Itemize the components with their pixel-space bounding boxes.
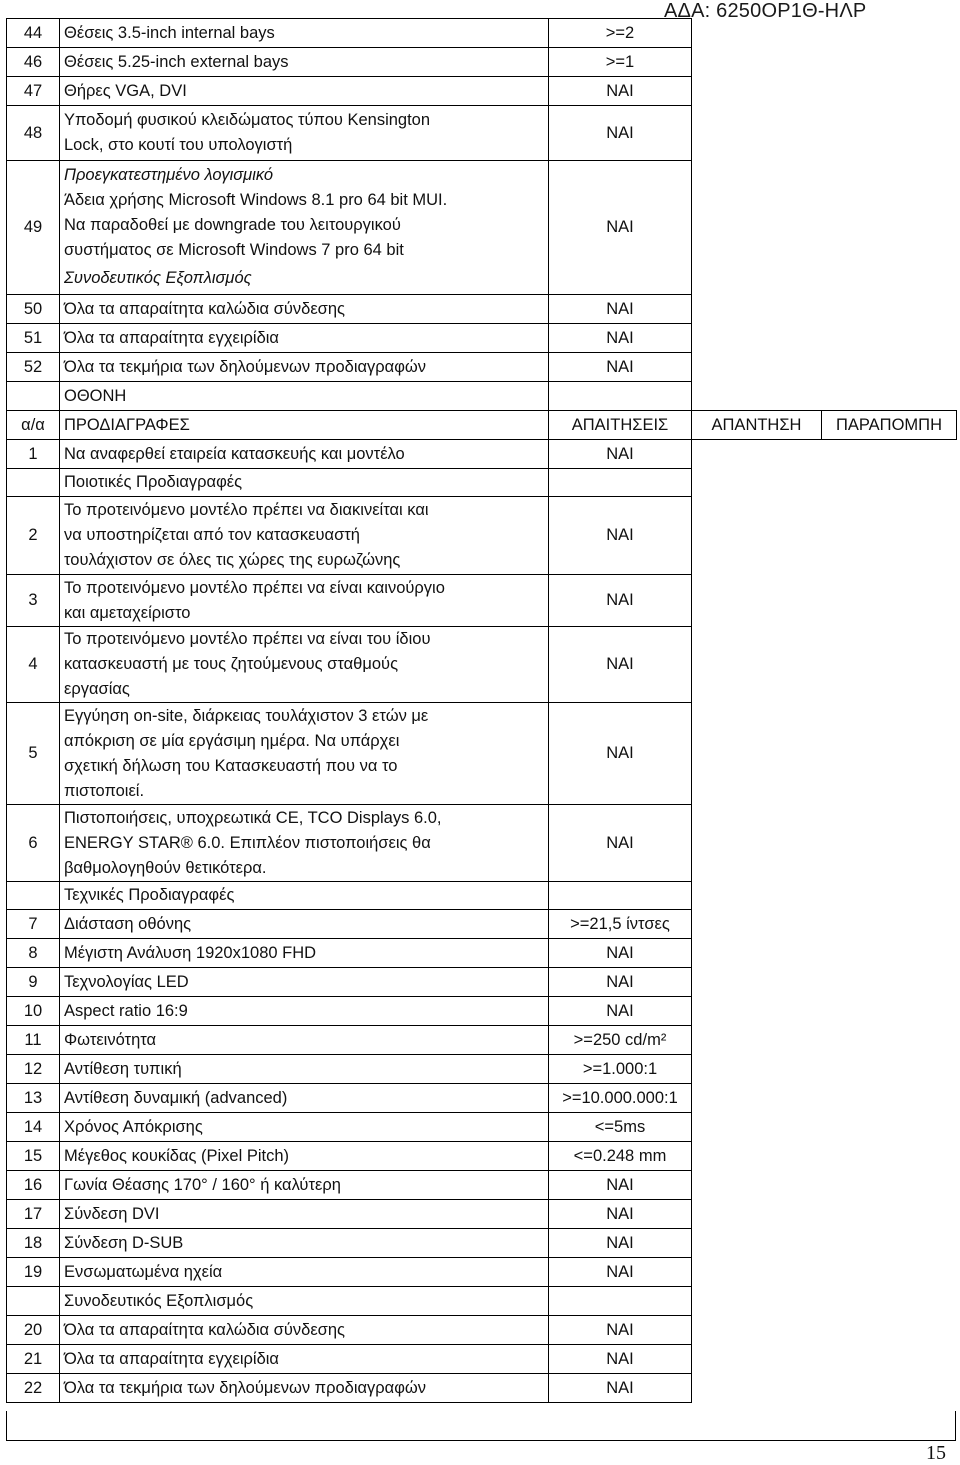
table-row: 46 Θέσεις 5.25-inch external bays >=1 bbox=[7, 48, 957, 77]
table-row bbox=[7, 1287, 957, 1316]
monitor-title: ΟΘΟΝΗ bbox=[60, 382, 549, 411]
table-row: 2 Το προτεινόμενο μοντέλο πρέπει να διακινείται και να υποστηρίζεται από τον κατασκευαστή τουλάχιστον σε όλες τις χώρες της ευρωζώνης ΝΑΙ bbox=[7, 497, 957, 575]
table-row bbox=[7, 882, 957, 910]
table-row bbox=[7, 469, 957, 497]
table-row: 50 Όλα τα απαραίτητα καλώδια σύνδεσης ΝΑΙ bbox=[7, 295, 957, 324]
table-row: 49 Προεγκατεστημένο λογισμικό Άδεια χρήσης Microsoft Windows 8.1 pro 64 bit MUI. Να παραδοθεί με downgrade του λειτουργικού συστήματος σε Microsoft Windows 7 pro 64 bit Συνοδευτικός Εξοπλισμός ΝΑΙ bbox=[7, 161, 957, 295]
table-row: 1 Να αναφερθεί εταιρεία κατασκευής και μοντέλο ΝΑΙ bbox=[7, 440, 957, 469]
table-row: 44 Θέσεις 3.5-inch internal bays >=2 bbox=[7, 19, 957, 48]
table-row: 7 Διάσταση οθόνης >=21,5 ίντσες bbox=[7, 910, 957, 939]
table-row: 16 Γωνία Θέασης 170° / 160° ή καλύτερη ΝΑΙ bbox=[7, 1171, 957, 1200]
table-row: 8 Μέγιστη Ανάλυση 1920x1080 FHD ΝΑΙ bbox=[7, 939, 957, 968]
section-heading: Προεγκατεστημένο λογισμικό bbox=[64, 165, 274, 184]
table-row: 48 Υποδομή φυσικού κλειδώματος τύπου Kensington Lock, στο κουτί του υπολογιστή ΝΑΙ bbox=[7, 106, 957, 161]
table-row: 14 Χρόνος Απόκρισης <=5ms bbox=[7, 1113, 957, 1142]
table-row: 4 Το προτεινόμενο μοντέλο πρέπει να είναι του ίδιου κατασκευαστή με τους ζητούμενους σταθμούς εργασίας ΝΑΙ bbox=[7, 627, 957, 703]
table-row: 47 Θήρες VGA, DVI ΝΑΙ bbox=[7, 77, 957, 106]
accessory-rows bbox=[7, 1316, 957, 1403]
spec-table bbox=[6, 18, 957, 1403]
table-row: 11 Φωτεινότητα >=250 cd/m² bbox=[7, 1026, 957, 1055]
table-row: 20 Όλα τα απαραίτητα καλώδια σύνδεσης ΝΑΙ bbox=[7, 1316, 957, 1345]
page-number: 15 bbox=[926, 1442, 946, 1464]
table-row: 5 Εγγύηση on-site, διάρκειας τουλάχιστον 3 ετών με απόκριση σε μία εργάσιμη ημέρα. Να υπάρχει σχετική δήλωση του Κατασκευαστή που να το πιστοποιεί. ΝΑΙ bbox=[7, 703, 957, 805]
section-heading: Τεχνικές Προδιαγραφές bbox=[60, 882, 549, 910]
section-heading: Συνοδευτικός Εξοπλισμός bbox=[60, 1287, 549, 1316]
table-row bbox=[7, 382, 957, 411]
section-heading: Συνοδευτικός Εξοπλισμός bbox=[64, 268, 252, 287]
bottom-frame bbox=[6, 1411, 956, 1441]
table-row: 13 Αντίθεση δυναμική (advanced) >=10.000.000:1 bbox=[7, 1084, 957, 1113]
table-row: 19 Ενσωματωμένα ηχεία ΝΑΙ bbox=[7, 1258, 957, 1287]
table-row: 12 Αντίθεση τυπική >=1.000:1 bbox=[7, 1055, 957, 1084]
ada-header: ΑΔΑ: 6250ΟΡ1Θ-ΗΛΡ bbox=[664, 0, 867, 22]
table-row: 15 Μέγεθος κουκίδας (Pixel Pitch) <=0.248 mm bbox=[7, 1142, 957, 1171]
section-heading: Ποιοτικές Προδιαγραφές bbox=[60, 469, 549, 497]
table-row: 18 Σύνδεση D-SUB ΝΑΙ bbox=[7, 1229, 957, 1258]
table-row: 3 Το προτεινόμενο μοντέλο πρέπει να είναι καινούργιο και αμεταχείριστο ΝΑΙ bbox=[7, 575, 957, 627]
table-header: α/α ΠΡΟΔΙΑΓΡΑΦΕΣ ΑΠΑΙΤΗΣΕΙΣ ΑΠΑΝΤΗΣΗ ΠΑΡΑΠΟΜΠΗ bbox=[7, 411, 957, 440]
table-row: 22 Όλα τα τεκμήρια των δηλούμενων προδιαγραφών ΝΑΙ bbox=[7, 1374, 957, 1403]
table-row: 17 Σύνδεση DVI ΝΑΙ bbox=[7, 1200, 957, 1229]
table-row: 51 Όλα τα απαραίτητα εγχειρίδια ΝΑΙ bbox=[7, 324, 957, 353]
tech-rows bbox=[7, 910, 957, 1287]
table-row: 21 Όλα τα απαραίτητα εγχειρίδια ΝΑΙ bbox=[7, 1345, 957, 1374]
table-row: 52 Όλα τα τεκμήρια των δηλούμενων προδιαγραφών ΝΑΙ bbox=[7, 353, 957, 382]
table-row: 6 Πιστοποιήσεις, υποχρεωτικά CE, TCO Displays 6.0, ENERGY STAR® 6.0. Επιπλέον πιστοποιήσεις θα βαθμολογηθούν θετικότερα. ΝΑΙ bbox=[7, 805, 957, 882]
table-row: 9 Τεχνολογίας LED ΝΑΙ bbox=[7, 968, 957, 997]
table-row: 10 Aspect ratio 16:9 ΝΑΙ bbox=[7, 997, 957, 1026]
